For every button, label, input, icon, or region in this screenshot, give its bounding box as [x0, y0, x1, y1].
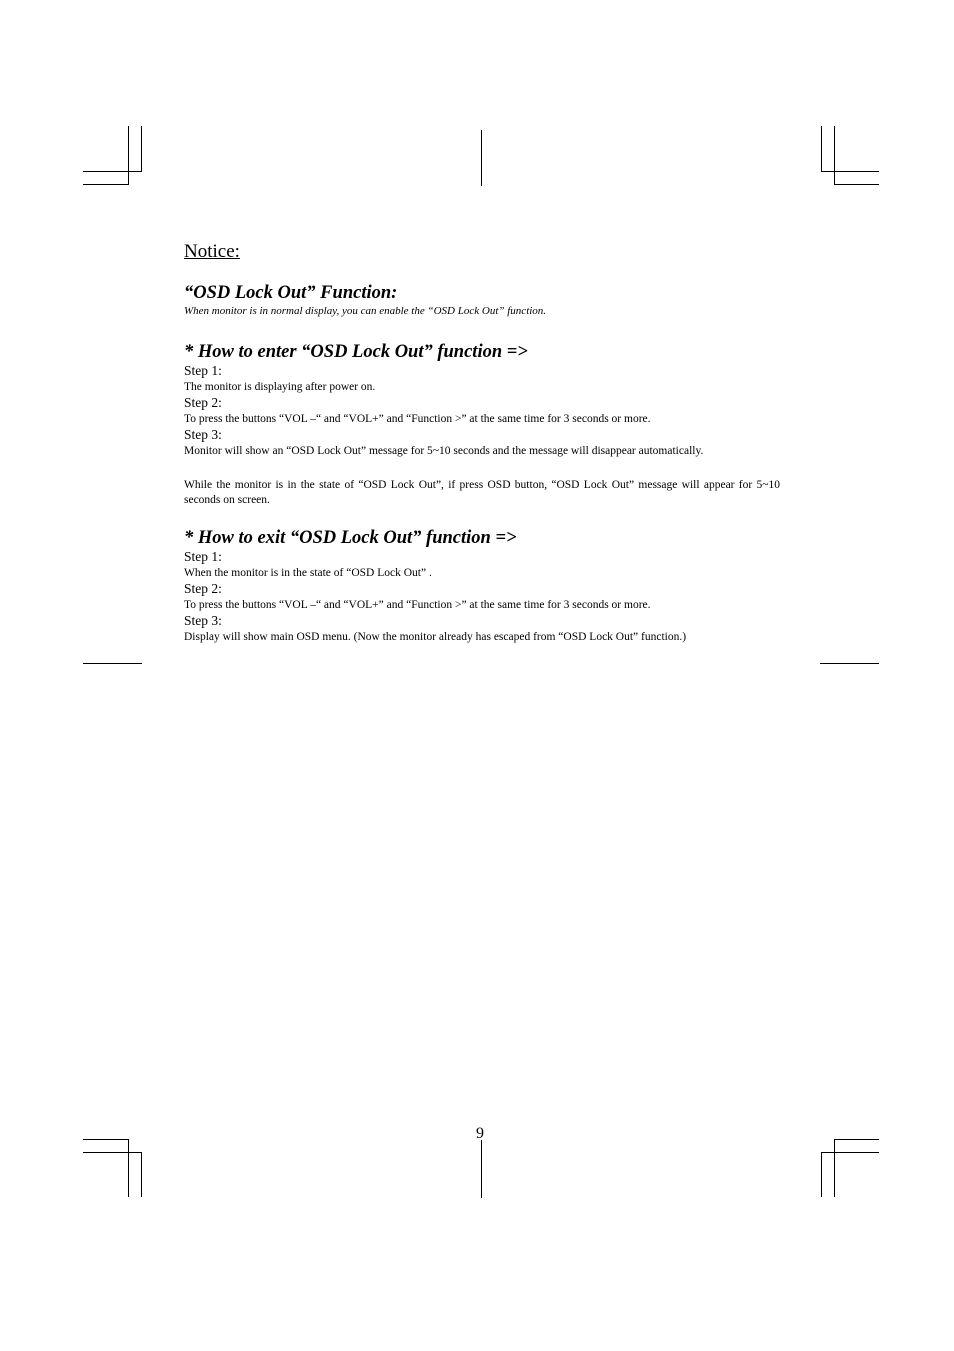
crop-mark-line [820, 663, 879, 664]
step-label: Step 1: [184, 549, 222, 564]
crop-mark-line [834, 1139, 835, 1197]
step-label: Step 2: [184, 395, 222, 410]
crop-mark-line [83, 171, 142, 172]
exit-heading: * How to exit “OSD Lock Out” function => [184, 528, 517, 548]
step-text: Display will show main OSD menu. (Now the monitor already has escaped from “OSD Lock Out” function.) [184, 631, 687, 643]
crop-mark-line [821, 171, 879, 172]
notice-heading: Notice: [184, 241, 240, 262]
crop-mark-line [83, 1152, 142, 1153]
lock-out-note: While the monitor is in the state of “OSD Lock Out”, if press OSD button, “OSD Lock Out” message will appear for 5~10 seconds on screen. [184, 479, 780, 506]
crop-mark-line [834, 184, 879, 185]
crop-mark-line [128, 126, 129, 184]
page-content [184, 240, 784, 645]
step-label: Step 3: [184, 613, 222, 628]
crop-mark-line [834, 1139, 879, 1140]
crop-mark-line [141, 126, 142, 172]
crop-mark-line [834, 126, 835, 184]
page-number: 9 [476, 1125, 484, 1142]
step-text: To press the buttons “VOL –“ and “VOL+” and “Function >” at the same time for 3 seconds or more. [184, 599, 651, 611]
exit-section [184, 527, 784, 645]
enter-heading: * How to enter “OSD Lock Out” function => [184, 342, 528, 362]
crop-mark-line [821, 1152, 822, 1197]
step-text: Monitor will show an “OSD Lock Out” message for 5~10 seconds and the message will disappear automatically. [184, 445, 704, 457]
crop-mark-line [83, 184, 129, 185]
enter-section [184, 341, 784, 508]
crop-mark-line [128, 1139, 129, 1197]
step-label: Step 2: [184, 581, 222, 596]
crop-mark-line [481, 1140, 482, 1198]
crop-mark-line [481, 130, 482, 186]
crop-mark-line [141, 1152, 142, 1197]
crop-mark-line [821, 126, 822, 172]
step-text: To press the buttons “VOL –“ and “VOL+” and “Function >” at the same time for 3 seconds or more. [184, 413, 651, 425]
crop-mark-line [821, 1152, 879, 1153]
step-text: The monitor is displaying after power on. [184, 381, 376, 393]
crop-mark-line [83, 1139, 129, 1140]
crop-mark-line [83, 663, 142, 664]
step-label: Step 1: [184, 363, 222, 378]
osd-function-description: When monitor is in normal display, you can enable the “OSD Lock Out” function. [184, 305, 547, 317]
step-label: Step 3: [184, 427, 222, 442]
osd-function-heading: “OSD Lock Out” Function: [184, 283, 398, 303]
step-text: When the monitor is in the state of “OSD Lock Out” . [184, 567, 432, 579]
